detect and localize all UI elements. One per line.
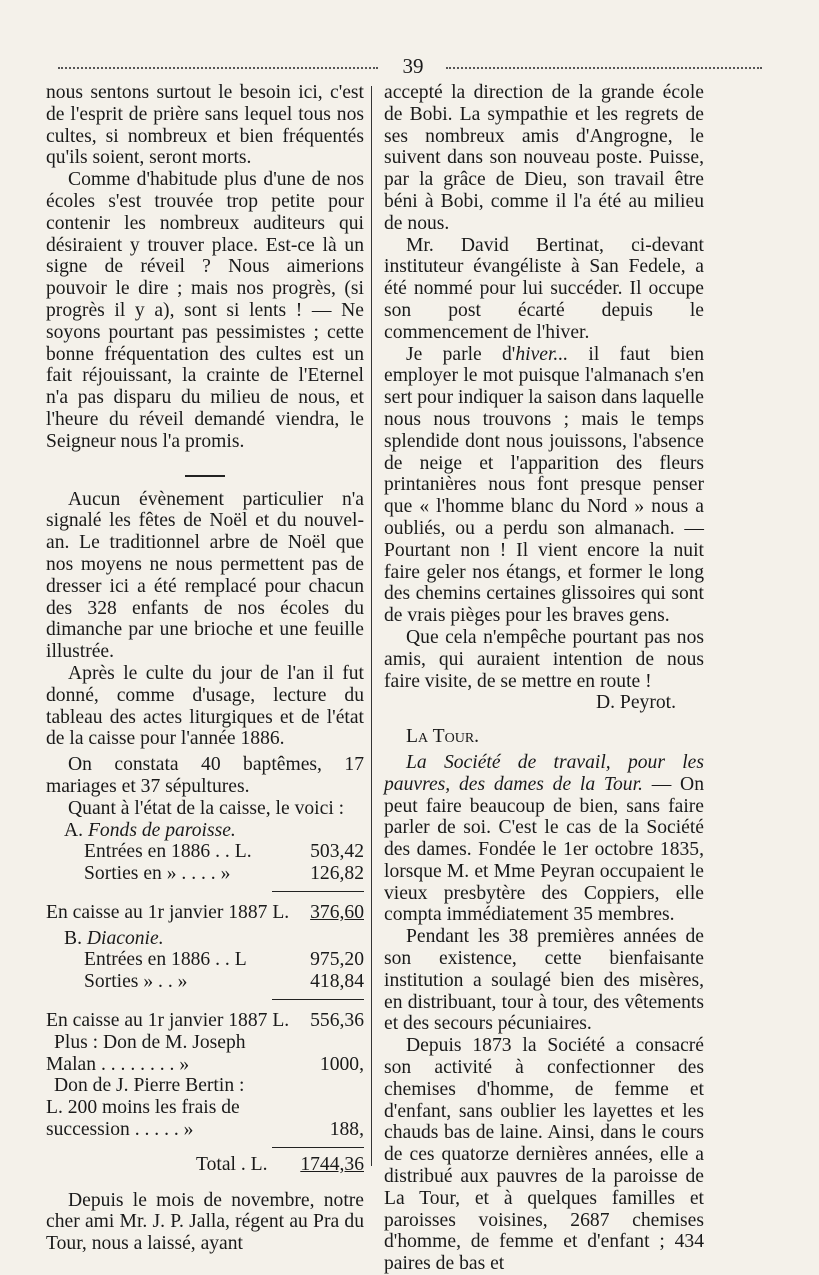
finance-a-entrees-row xyxy=(84,841,364,863)
header-dotted-rule-left xyxy=(58,67,378,69)
finance-don-line: Don de J. Pierre Bertin : xyxy=(54,1075,245,1097)
finance-label: En caisse au 1r janvier 1887 L. xyxy=(46,1010,290,1032)
finance-b-caisse-row xyxy=(46,1010,364,1032)
finance-amount: 126,82 xyxy=(310,863,364,885)
societe-text: — On peut faire beaucoup de bien, sans faire parler de soi. C'est le cas de la Société des dames. Fondée le 1er octobre 1835, lorsque M. et Mme Peyran occupaient le vieux presbytère des Coppiers, elle compta immédiatement 35 membres. xyxy=(384,773,704,926)
finance-b-title: Diaconie. xyxy=(86,927,164,949)
finance-amount: 376,60 xyxy=(310,901,364,923)
finance-moins-line: L. 200 moins les frais de xyxy=(46,1097,240,1119)
paragraph-christmas: Aucun évènement particulier n'a signalé les fêtes de Noël et du nouvel-an. Le traditionnel arbre de Noël que nos moyens ne nous permettent pas de dresser ici a été remplacé pour chacun des 328 enfants de nos écoles du dimanche par une brioche et une feuille illustrée. xyxy=(46,488,364,663)
finance-a-sorties-row xyxy=(84,863,364,885)
finance-heading-b xyxy=(64,928,364,950)
finance-a-prefix: A. xyxy=(64,819,84,841)
paragraph-prayer: nous sentons surtout le besoin ici, c'est de l'esprit de prière sans lequel tous nos cultes, si nombreux et bien fréquentés qu'ils soient, seront morts. xyxy=(46,82,364,169)
winter-text-rest: il faut bien employer le mot puisque l'almanach s'en sert pour indiquer la saison dans laquelle nous nous trouvons ; mais le temps splendide dont nous jouissons, l'absence de neige et l'apparition des fleurs printanières nous font presque penser que « l'homme blanc du Nord » nous a oubliés, ou a perdu son almanach. — Pourtant non ! Il vient encore la nuit faire geler nos étangs, et former le long des chemins certaines glissoires qui sont de vrais pièges pour les braves gens. xyxy=(384,343,705,627)
finance-amount: 188, xyxy=(329,1119,364,1141)
finance-label: Entrées en 1886 . . L xyxy=(84,949,247,971)
winter-text-start: Je parle d' xyxy=(406,343,516,365)
finance-a-title: Fonds de paroisse. xyxy=(87,819,236,841)
page-header xyxy=(58,54,762,78)
header-dotted-rule-right xyxy=(446,67,762,69)
finance-malan-row xyxy=(46,1054,364,1076)
finance-amount: 503,42 xyxy=(310,841,364,863)
paragraph-bertinat: Mr. David Bertinat, ci-devant instituteur évangéliste à San Fedele, a été nommé pour lui succéder. Il occupe son post écarté depuis le commencement de l'hiver. xyxy=(384,234,704,343)
finance-amount: 975,20 xyxy=(310,949,364,971)
finance-a-caisse-row xyxy=(46,902,364,924)
winter-emphasis: hiver... xyxy=(515,343,569,365)
finance-label: succession . . . . . » xyxy=(46,1119,194,1141)
paragraph-jalla: Depuis le mois de novembre, notre cher ami Mr. J. P. Jalla, régent au Pra du Tour, nous a laissé, ayant xyxy=(46,1189,364,1255)
section-separator xyxy=(185,475,225,477)
finance-b-prefix: B. xyxy=(64,927,82,949)
paragraph-societe xyxy=(384,752,704,926)
finance-label: En caisse au 1r janvier 1887 L. xyxy=(46,901,290,923)
finance-label: Sorties en » . . . . » xyxy=(84,863,231,885)
signature: D. Peyrot. xyxy=(595,692,676,714)
paragraph-new-year: Après le culte du jour de l'an il fut donné, comme d'usage, lecture du tableau des actes liturgiques et de l'état de la caisse pour l'année 1886. xyxy=(46,662,364,750)
paragraph-winter xyxy=(384,344,704,627)
right-column xyxy=(384,82,704,1275)
sum-rule xyxy=(272,1147,364,1148)
finance-table xyxy=(46,820,364,1176)
page-number: 39 xyxy=(402,54,424,78)
sum-rule xyxy=(272,999,364,1000)
paragraph-cash-intro: Quant à l'état de la caisse, le voici : xyxy=(68,797,345,819)
finance-plus-line: Plus : Don de M. Joseph xyxy=(54,1031,246,1053)
finance-amount: 418,84 xyxy=(310,971,364,993)
paragraph-statistics: On constata 40 baptêmes, 17 mariages et 37 sépultures. xyxy=(46,754,364,797)
finance-heading-a xyxy=(64,820,364,842)
sum-rule xyxy=(272,891,364,892)
finance-b-entrees-row xyxy=(84,949,364,971)
finance-succession-row xyxy=(46,1119,364,1141)
finance-label: Sorties » . . » xyxy=(84,971,188,993)
paragraph-since-1873: Depuis 1873 la Société a consacré son activité à confectionner des chemises d'homme, de femme et d'enfant, sans oublier les layettes et les chauds bas de laine. Ainsi, dans le cours de ces quatorze dernières années, elle a distribué aux pauvres de la paroisse de La Tour, et à quelques familles et paroisses voisines, 2687 chemises d'homme, de femme et d'enfant ; 434 paires de bas et xyxy=(384,1035,704,1275)
left-column xyxy=(46,82,364,1255)
finance-label: Entrées en 1886 . . L. xyxy=(84,841,252,863)
finance-b-sorties-row xyxy=(84,971,364,993)
paragraph-bobi: accepté la direction de la grande école de Bobi. La sympathie et les regrets de ses nombreux amis d'Angrogne, le suivent dans son nouveau poste. Puisse, par la grâce de Dieu, son travail être béni à Bobi, comme il l'a été au milieu de nous. xyxy=(384,82,704,234)
societe-title: La Société de travail, pour les pauvres, des dames de la Tour. xyxy=(384,751,704,795)
paragraph-38-years: Pendant les 38 premières années de son existence, cette bienfaisante institution a soulagé bien des misères, en distribuant, tour à tour, des vêtements et des secours pécuniaires. xyxy=(384,926,704,1035)
column-divider xyxy=(371,86,372,1166)
paragraph-schools: Comme d'habitude plus d'une de nos écoles s'est trouvée trop petite pour contenir les nombreux auditeurs qui désiraient y trouver place. Est-ce là un signe de réveil ? Nous aimerions pouvoir le dire ; mais nos progrès, (si progrès il y a), sont si lents ! — Ne soyons pourtant pas pessimistes ; cette bonne fréquentation des cultes est un fait réjouissant, la crainte de l'Eternel n'a pas disparu du milieu de nous, et l'heure du réveil demandé viendra, le Seigneur nous l'a promis. xyxy=(46,169,364,452)
finance-total-row xyxy=(46,1154,364,1176)
paragraph-visit: Que cela n'empêche pourtant pas nos amis, qui auraient intention de nous faire visite, de se mettre en route ! xyxy=(384,626,704,692)
finance-label: Malan . . . . . . . . » xyxy=(46,1053,190,1075)
finance-amount: 1000, xyxy=(319,1053,364,1075)
finance-amount: 556,36 xyxy=(310,1010,364,1032)
section-title-la-tour: La Tour. xyxy=(406,726,480,748)
finance-total-amount: 1744,36 xyxy=(300,1153,364,1175)
finance-total-label: Total . L. xyxy=(196,1153,268,1175)
